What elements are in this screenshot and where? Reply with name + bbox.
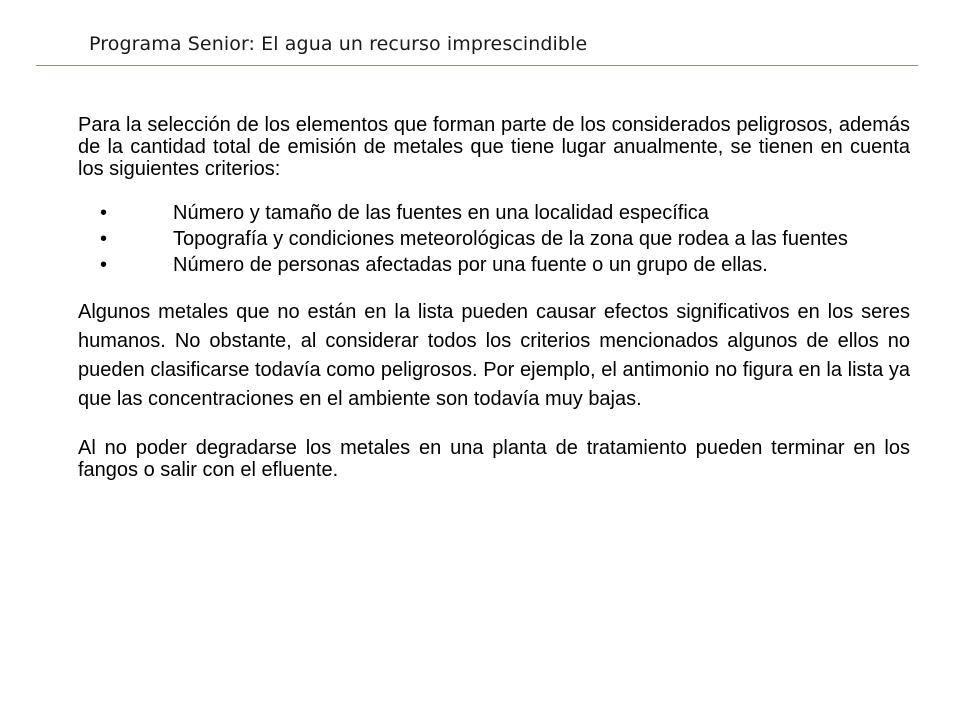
bullet-icon: • [100, 202, 108, 224]
list-item [78, 254, 910, 276]
bullet-icon: • [100, 254, 108, 276]
criteria-list [78, 202, 910, 276]
criteria-text: Número y tamaño de las fuentes en una localidad específica [173, 202, 709, 224]
criteria-text: Número de personas afectadas por una fuente o un grupo de ellas. [173, 254, 768, 276]
treatment-paragraph: Al no poder degradarse los metales en una planta de tratamiento pueden terminar en los fangos o salir con el efluente. [78, 437, 910, 481]
bullet-icon: • [100, 228, 108, 250]
criteria-text: Topografía y condiciones meteorológicas de la zona que rodea a las fuentes [173, 228, 848, 250]
intro-paragraph: Para la selección de los elementos que forman parte de los considerados peligrosos, además de la cantidad total de emisión de metales que tiene lugar anualmente, se tienen en cuenta los siguientes criterios: [78, 114, 910, 180]
slide-body [78, 114, 910, 481]
list-item [78, 228, 910, 250]
metals-paragraph: Algunos metales que no están en la lista pueden causar efectos significativos en los seres humanos. No obstante, al considerar todos los criterios mencionados algunos de ellos no pueden clasificarse todavía como peligrosos. Por ejemplo, el antimonio no figura en la lista ya que las concentraciones en el ambiente son todavía muy bajas. [78, 301, 910, 410]
list-item [78, 202, 910, 224]
header-divider [36, 65, 918, 66]
page-title: Programa Senior: El agua un recurso imprescindible [89, 33, 588, 55]
